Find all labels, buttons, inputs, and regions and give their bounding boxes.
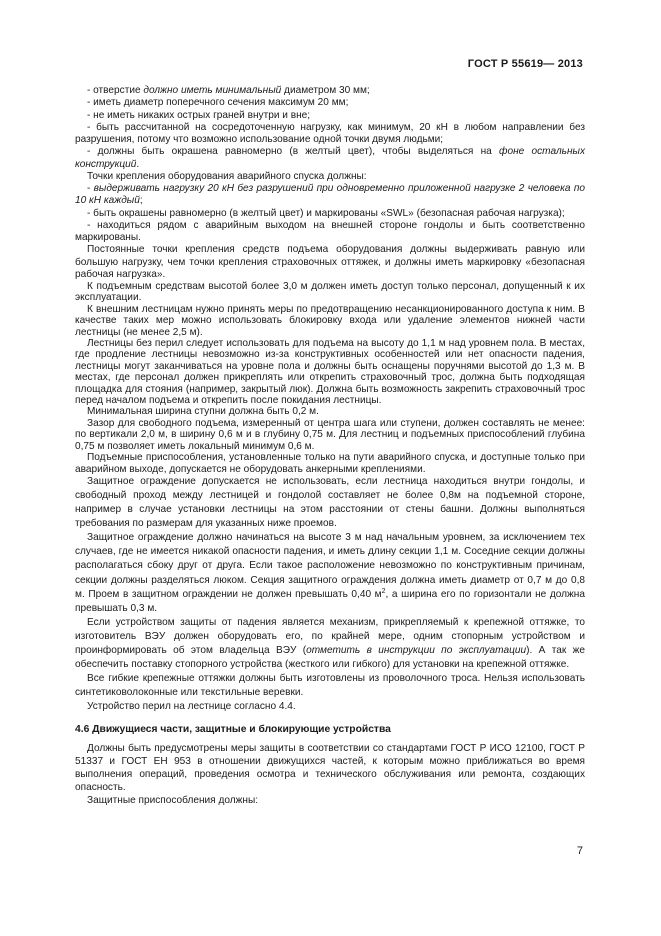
paragraph-p3: - не иметь никаких острых граней внутри и вне;	[87, 109, 311, 121]
paragraph-p14: Минимальная ширина ступни должна быть 0,2 м.	[87, 406, 319, 418]
document-header: ГОСТ Р 55619— 2013	[467, 58, 583, 70]
paragraph-p7: - выдерживать нагрузку 20 кН без разрушений при одновременно приложенной нагрузке 2 человека по 10 кН каждый;	[75, 183, 585, 207]
paragraph-p4: - быть рассчитанной на сосредоточенную нагрузку, как минимум, 20 кН в любом направлении без разрушения, потому что возможно использование одной точки двумя людьми;	[75, 121, 585, 145]
paragraph-p11: К подъемным средствам высотой более 3,0 м должен иметь доступ только персонал, допущенный к их эксплуатации.	[75, 281, 585, 304]
page-body	[75, 85, 585, 807]
paragraph-p19: Если устройством защиты от падения является механизм, прикрепляемый к крепежной оттяжке, то изготовитель ВЭУ должен оборудовать его, по крайней мере, одним стопорным устройством и проинформировать об этом владельца ВЭУ (отметить в инструкции по эксплуатации). А так же обеспечить поставку стопорного устройства (жесткого или гибкого) для установки на крепежной оттяжке.	[75, 616, 586, 671]
paragraph-q1: Должны быть предусмотрены меры защиты в соответствии со стандартами ГОСТ Р ИСО 12100, ГОСТ Р 51337 и ГОСТ ЕН 953 в отношении движущихся частей, к которым можно приближаться во время выполнения операций, проведения осмотра и технического обслуживания или ремонта, создающих опасность.	[75, 742, 585, 793]
paragraph-p2: - иметь диаметр поперечного сечения максимум 20 мм;	[87, 97, 349, 109]
paragraph-p17: Защитное ограждение допускается не использовать, если лестница находиться внутри гондолы, и свободный проход между лестницей и гондолой составляет не более 0,8м на подъемной стороне, например в случае установки лестницы на этом расстоянии от стены башни. Должны выполняться требования по размерам для указанных ниже проемов.	[75, 475, 585, 530]
paragraph-p1: - отверстие должно иметь минимальный диаметром 30 мм;	[87, 85, 370, 96]
paragraph-p5: - должны быть окрашена равномерно (в желтый цвет), чтобы выделяться на фоне остальных конструкций.	[75, 146, 585, 170]
section-heading: 4.6 Движущиеся части, защитные и блокирующие устройства	[75, 723, 391, 735]
paragraph-p13: Лестницы без перил следует использовать для подъема на высоту до 1,1 м над уровнем пола. В местах, где продление лестницы невозможно из-за конструктивных особенностей или нет опасности падения, лестницы могут заканчиваться на уровне пола и должны быть оснащены поручнями высотой до 1,3 м. В местах, где персонал должен прикреплять или открепить страховочный трос, должна быть подходящая площадка для стояния (например, закрытый люк). Должна быть возможность закрепить страховочный трос перед началом подъема и открепить после покидания лестницы.	[75, 338, 585, 407]
paragraph-list	[75, 85, 585, 715]
paragraph-q2: Защитные приспособления должны:	[87, 794, 259, 806]
paragraph-p12: К внешним лестницам нужно принять меры по предотвращению несанкционированного доступа к ним. В качестве таких мер можно использовать блокировку входа или удаление элементов нижней части лестницы (не менее 2,5 м).	[75, 303, 585, 338]
paragraph-p20: Все гибкие крепежные оттяжки должны быть изготовлены из проволочного троса. Нельзя использовать синтетиковолоконные или текстильные веревки.	[75, 673, 585, 699]
paragraph-p6: Точки крепления оборудования аварийного спуска должны:	[87, 170, 367, 182]
paragraph-p9: - находиться рядом с аварийным выходом на внешней стороне гондолы и быть соответственно маркированы.	[75, 219, 585, 243]
paragraph-p18: Защитное ограждение должно начинаться на высоте 3 м над начальным уровнем, за исключением тех случаев, где не имеется никакой опасности падения, и иметь длину секции 1,1 м. Соседние секции должны располагаться сбоку друг от друга. Если такое расположение невозможно по конструктивным причинам, секции должны разделяться люком. Секция защитного ограждения должна иметь диаметр от 0,7 м до 0,8 м. Проем в защитном ограждении не должен превышать 0,40 $м^2$, а ширина его по горизонтали не должна превышать 0,3 м.	[75, 532, 585, 614]
paragraph-p8: - быть окрашены равномерно (в желтый цвет) и маркированы «SWL» (безопасная рабочая нагрузка);	[87, 207, 565, 219]
paragraph-p15: Зазор для свободного подъема, измеренный от центра шага или ступени, должен составлять не менее: по вертикали 2,0 м, в ширину 0,6 м и в глубину 0,75 м. Для лестниц и подъемных приспособлений глубина 0,75 м позволяет иметь локальный минимум 0,6 м.	[75, 417, 585, 452]
paragraph-p10: Постоянные точки крепления средств подъема оборудования должны выдерживать равную или большую нагрузку, чем точки крепления страховочных оттяжек, и должны иметь маркировку «безопасная рабочая нагрузка».	[75, 244, 585, 280]
paragraph-list-after-heading	[75, 742, 585, 807]
page-number: 7	[576, 845, 583, 857]
paragraph-p21: Устройство перил на лестнице согласно 4.4.	[87, 701, 296, 713]
paragraph-p16: Подъемные приспособления, установленные только на пути аварийного спуска, и доступные только при аварийном выходе, допускается не оборудовать анкерными креплениями.	[75, 452, 585, 475]
